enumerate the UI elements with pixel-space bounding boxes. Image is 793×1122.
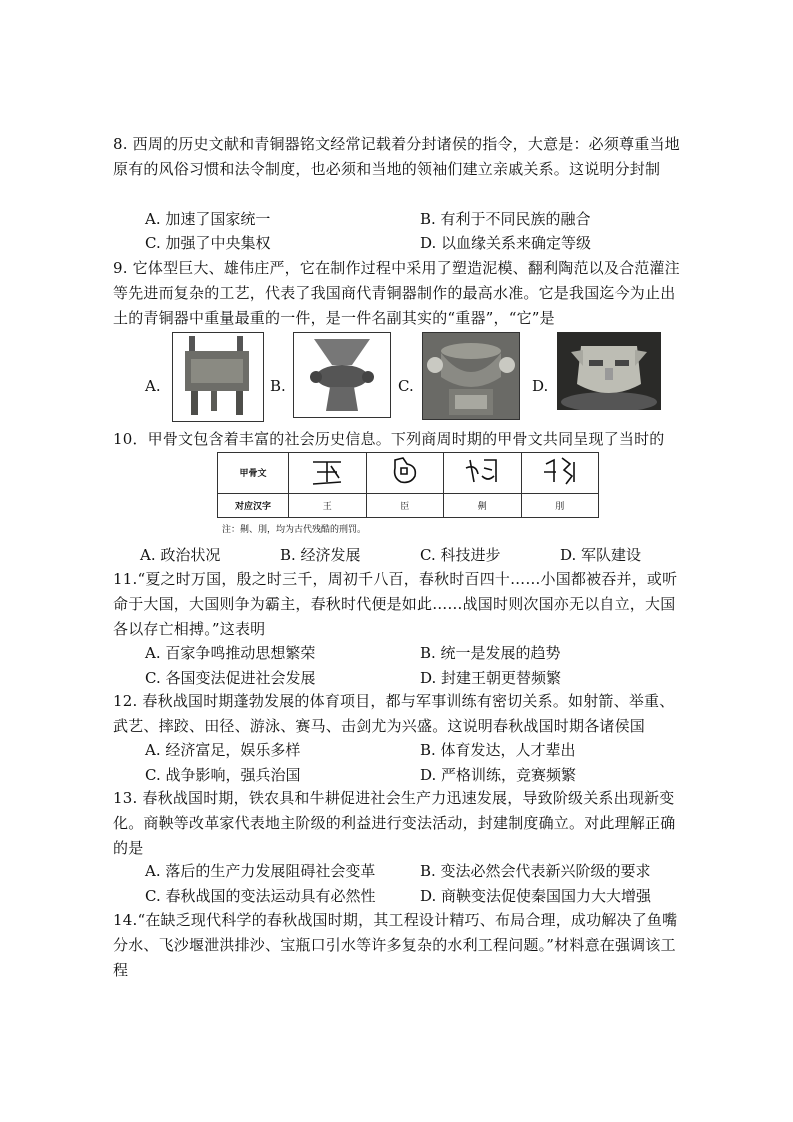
- q11-option-b[interactable]: B. 统一是发展的趋势: [420, 644, 561, 662]
- q8-option-b[interactable]: B. 有利于不同民族的融合: [420, 210, 591, 228]
- q13-option-d[interactable]: D. 商鞅变法促使秦国国力大大增强: [420, 887, 652, 905]
- q9-image-b-zun[interactable]: [293, 332, 391, 418]
- zun-vessel-icon: [294, 333, 390, 417]
- q10-option-d[interactable]: D. 军队建设: [560, 546, 642, 564]
- question-11-stem: 11.“夏之时万国，殷之时三千，周初千八百，春秋时百四十……小国都被吞并，或听命于大国，大国则争为霸主，春秋时代便是如此……战国时则次国亦无以自立，大国各以存亡相搏。”这表明: [113, 570, 678, 638]
- char-3: 劓: [444, 493, 522, 517]
- ding-vessel-icon: [173, 333, 263, 421]
- oracle-glyph-4: [521, 453, 599, 494]
- q8-option-c[interactable]: C. 加强了中央集权: [145, 234, 271, 252]
- q11-option-d[interactable]: D. 封建王朝更替频繁: [420, 669, 562, 687]
- oracle-header: 甲骨文: [218, 453, 289, 494]
- question-12-stem: 12. 春秋战国时期蓬勃发展的体育项目，都与军事训练有密切关系。如射箭、举重、武艺、摔跤、田径、游泳、赛马、击剑尤为兴盛。这说明春秋战国时期各诸侯国: [113, 692, 675, 735]
- q12-option-a[interactable]: A. 经济富足，娱乐多样: [145, 741, 301, 759]
- chars-header: 对应汉字: [218, 493, 289, 517]
- question-8-stem: 8. 西周的历史文献和青铜器铭文经常记载着分封诸侯的指令，大意是：必须尊重当地原有的风俗习惯和法令制度，也必须和当地的领袖们建立亲戚关系。这说明分封制: [113, 135, 680, 178]
- q10-option-a[interactable]: A. 政治状况: [140, 546, 221, 564]
- question-13-stem: 13. 春秋战国时期，铁农具和牛耕促进社会生产力迅速发展，导致阶级关系出现新变化。商鞅等改革家代表地主阶级的利益进行变法活动，封建制度确立。对此理解正确的是: [113, 789, 676, 857]
- q8-option-d[interactable]: D. 以血缘关系来确定等级: [420, 234, 592, 252]
- q11-option-c[interactable]: C. 各国变法促进社会发展: [145, 669, 316, 687]
- q13-option-a[interactable]: A. 落后的生产力发展阻碍社会变革: [145, 862, 376, 880]
- q9-option-b-label[interactable]: B.: [270, 377, 286, 395]
- q9-option-a-label[interactable]: A.: [145, 377, 161, 395]
- oracle-yue-icon: [540, 454, 580, 488]
- chars-row: [218, 493, 599, 517]
- oracle-wang-icon: [307, 454, 347, 488]
- q10-option-b[interactable]: B. 经济发展: [280, 546, 361, 564]
- question-10-options: [140, 543, 700, 568]
- q8-option-a[interactable]: A. 加速了国家统一: [145, 210, 271, 228]
- q13-option-c[interactable]: C. 春秋战国的变法运动具有必然性: [145, 887, 376, 905]
- question-10-stem: 10．甲骨文包含着丰富的社会历史信息。下列商周时期的甲骨文共同呈现了当时的: [113, 430, 665, 448]
- char-1: 王: [289, 493, 367, 517]
- q10-option-c[interactable]: C. 科技进步: [420, 546, 501, 564]
- question-9-image-options: [140, 332, 700, 424]
- oracle-glyph-2: [366, 453, 444, 494]
- oracle-glyph-3: [444, 453, 522, 494]
- q9-option-c-label[interactable]: C.: [398, 377, 414, 395]
- q9-image-c-gui[interactable]: [422, 332, 520, 420]
- q13-option-b[interactable]: B. 变法必然会代表新兴阶级的要求: [420, 862, 651, 880]
- q12-option-b[interactable]: B. 体育发达，人才辈出: [420, 741, 576, 759]
- oracle-yi-icon: [462, 454, 502, 488]
- question-9-stem: 9. 它体型巨大、雄伟庄严，它在制作过程中采用了塑造泥模、翻利陶范以及合范灌注等先进而复杂的工艺，代表了我国商代青铜器制作的最高水准。它是我国迄今为止出土的青铜器中重量最重的一件，是一件名副其实的“重器”，“它”是: [113, 259, 680, 327]
- gui-vessel-icon: [423, 333, 519, 419]
- q11-option-a[interactable]: A. 百家争鸣推动思想繁荣: [145, 644, 316, 662]
- q9-image-a-square-ding[interactable]: [172, 332, 264, 422]
- table-note: 注：劓、刖，均为古代残酷的刑罚。: [222, 525, 367, 535]
- char-4: 刖: [521, 493, 599, 517]
- q12-option-c[interactable]: C. 战争影响，强兵治国: [145, 766, 301, 784]
- oracle-chen-icon: [385, 454, 425, 488]
- char-2: 臣: [366, 493, 444, 517]
- oracle-row: [218, 453, 599, 494]
- oracle-glyph-1: [289, 453, 367, 494]
- oracle-bone-table: [217, 452, 599, 518]
- q9-option-d-label[interactable]: D.: [532, 377, 549, 395]
- question-14-stem: 14.“在缺乏现代科学的春秋战国时期，其工程设计精巧、布局合理，成功解决了鱼嘴分水、飞沙堰泄洪排沙、宝瓶口引水等许多复杂的水利工程问题。”材料意在强调该工程: [113, 911, 678, 979]
- q9-image-d-mask[interactable]: [557, 332, 661, 410]
- bronze-mask-icon: [557, 332, 661, 410]
- q12-option-d[interactable]: D. 严格训练，竞赛频繁: [420, 766, 577, 784]
